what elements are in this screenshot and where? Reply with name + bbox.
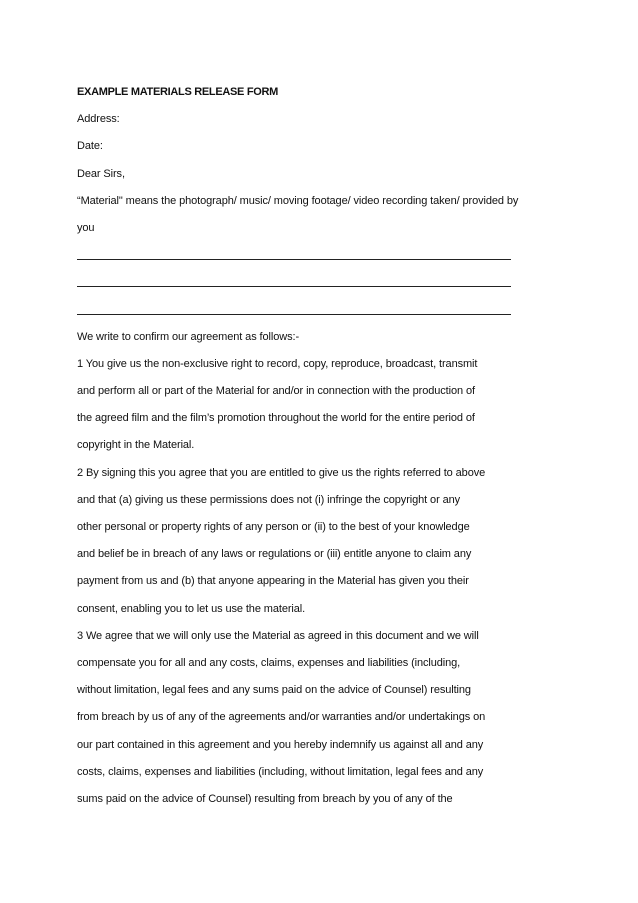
terms-line: copyright in the Material. — [77, 439, 195, 452]
definition-line: you — [77, 221, 95, 234]
terms-line: payment from us and (b) that anyone appearing in the Material has given you their — [77, 575, 469, 588]
terms-line: costs, claims, expenses and liabilities (including, without limitation, legal fees and any — [77, 765, 484, 778]
terms-line: and that (a) giving us these permissions does not (i) infringe the copyright or any — [77, 493, 461, 506]
date-label: Date: — [77, 140, 103, 153]
definition-line: “Material" means the photograph/ music/ moving footage/ video recording taken/ provided by — [77, 194, 519, 207]
agreement-terms — [77, 351, 557, 813]
blank-fill-line — [77, 297, 557, 324]
terms-line: consent, enabling you to let us use the material. — [77, 602, 306, 615]
document-body — [77, 79, 557, 813]
blank-fill-line — [77, 242, 557, 269]
terms-line: our part contained in this agreement and you hereby indemnify us against all and any — [77, 738, 484, 751]
terms-line: and perform all or part of the Material for and/or in connection with the production of — [77, 385, 475, 398]
terms-line: other personal or property rights of any person or (ii) to the best of your knowledge — [77, 521, 470, 533]
address-label: Address: — [77, 113, 120, 126]
agreement-intro: We write to confirm our agreement as follows:- — [77, 330, 300, 343]
terms-line: 3 We agree that we will only use the Material as agreed in this document and we will — [77, 629, 479, 642]
terms-line: sums paid on the advice of Counsel) resulting from breach by you of any of the — [77, 792, 453, 805]
blank-fill-line — [77, 269, 557, 296]
terms-line: compensate you for all and any costs, claims, expenses and liabilities (including, — [77, 656, 461, 669]
terms-line: and belief be in breach of any laws or regulations or (iii) entitle anyone to claim any — [77, 548, 472, 561]
terms-line: 2 By signing this you agree that you are entitled to give us the rights referred to above — [77, 466, 486, 479]
blank-lines-group — [77, 242, 557, 324]
terms-line: the agreed film and the film’s promotion throughout the world for the entire period of — [77, 412, 475, 425]
form-title: EXAMPLE MATERIALS RELEASE FORM — [77, 86, 279, 98]
terms-line: from breach by us of any of the agreements and/or warranties and/or undertakings on — [77, 711, 486, 724]
salutation: Dear Sirs, — [77, 167, 125, 180]
terms-line: 1 You give us the non-exclusive right to record, copy, reproduce, broadcast, transmit — [77, 357, 478, 370]
terms-line: without limitation, legal fees and any sums paid on the advice of Counsel) resulting — [77, 684, 471, 697]
